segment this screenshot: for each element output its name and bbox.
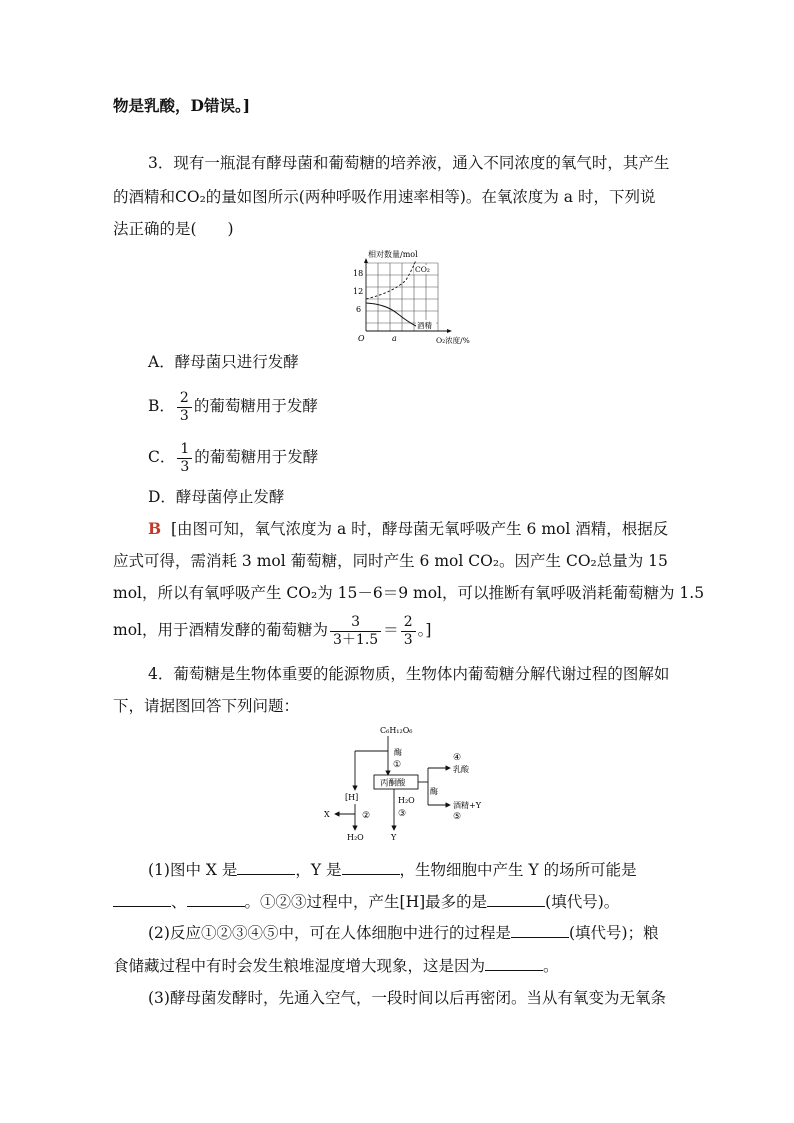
co2-label: CO₂ [415, 265, 430, 274]
intro-text: 物是乳酸，D错误。] [113, 96, 251, 115]
q3-stem-line1: 3．现有一瓶混有酵母菌和葡萄糖的培养液，通入不同浓度的氧气时，其产生 [148, 154, 670, 172]
p1-text-f: (填代号)。 [545, 893, 620, 911]
q4-part3-line1: (3)酵母菌发酵时，先通入空气，一段时间以后再密闭。当从有氧变为无氧条 [148, 989, 666, 1007]
q3-stem-line3: 法正确的是( ) [113, 220, 234, 238]
alcohol-label: 酒精 [417, 321, 432, 330]
glucose-label: C₆H₁₂O₆ [380, 726, 413, 735]
graph-xlabel: O₂浓度/% [436, 336, 470, 345]
step5-label: ⑤ [453, 812, 462, 822]
ytick-12: 12 [353, 287, 364, 296]
q4-stem-line2: 下，请据图回答下列问题： [113, 697, 300, 715]
option-c-fraction [177, 441, 192, 476]
q3-option-b [148, 384, 318, 428]
q4-part1-line1 [148, 860, 637, 880]
graph-ylabel: 相对数量/mol [368, 250, 418, 259]
explanation-fraction1 [330, 614, 381, 649]
x-label: X [324, 810, 330, 819]
frac-den: 3 [403, 631, 413, 648]
answer-blank-y[interactable] [342, 860, 400, 875]
frac-den: 3＋1.5 [333, 631, 379, 648]
p2-text-a: (2)反应①②③④⑤中，可在人体细胞中进行的过程是 [148, 924, 511, 942]
option-b-fraction [177, 390, 192, 425]
q3-option-c [148, 435, 318, 479]
option-b-prefix: B． [148, 397, 175, 415]
y-label: Y [391, 833, 397, 842]
p1-text-e: 。①②③过程中，产生[H]最多的是 [244, 893, 488, 911]
pyruvate-label: 丙酮酸 [380, 778, 406, 789]
frac-num: 2 [177, 390, 192, 408]
q4-metabolism-diagram [318, 722, 518, 850]
explanation-fraction2 [401, 614, 416, 649]
answer-blank-human-process[interactable] [511, 923, 569, 938]
answer-blank-humidity-reason[interactable] [485, 956, 543, 971]
step1-label: ① [393, 760, 402, 770]
q3-explanation-line4 [113, 608, 431, 652]
option-c-text: 的葡萄糖用于发酵 [194, 448, 319, 466]
equals-sign: ＝ [383, 621, 399, 639]
step2-label: ② [362, 811, 371, 821]
answer-blank-site2[interactable] [187, 892, 245, 907]
frac-num: 1 [177, 441, 192, 459]
q3-explanation-line3: mol，所以有氧呼吸产生 CO₂为 15－6＝9 mol，可以推断有氧呼吸消耗葡萄糖为 1.5 [113, 584, 705, 602]
q3-explanation-line1 [148, 519, 668, 539]
q3-graph [350, 248, 480, 346]
q4-part2-line1 [148, 923, 659, 943]
p2-text-d: 。 [543, 957, 559, 975]
answer-blank-most-h[interactable] [487, 892, 545, 907]
q3-option-d: D．酵母菌停止发酵 [148, 488, 285, 506]
q3-option-a: A．酵母菌只进行发酵 [148, 353, 299, 371]
water-out-label: H₂O [347, 833, 364, 842]
explanation-suffix: 。] [417, 621, 432, 639]
co2-curve [366, 260, 416, 299]
graph-xtick-a: a [392, 334, 397, 343]
water-in-label: H₂O [398, 796, 415, 805]
p1-text-b: ，Y 是 [295, 861, 342, 879]
q3-stem-line2: 的酒精和CO₂的量如图所示(两种呼吸作用速率相等)。在氧浓度为 a 时，下列说 [113, 188, 656, 206]
p2-text-b: (填代号)；粮 [568, 924, 659, 942]
q3-explanation-line2: 应式可得，需消耗 3 mol 葡萄糖，同时产生 6 mol CO₂。因产生 CO₂总量为 15 [113, 552, 668, 570]
p2-text-c: 食储藏过程中有时会发生粮堆湿度增大现象，这是因为 [113, 957, 486, 975]
answer-blank-x[interactable] [237, 860, 295, 875]
answer-letter: B [148, 519, 162, 538]
enzyme1-label: 酶 [394, 748, 402, 757]
frac-num: 2 [401, 614, 416, 632]
p1-text-a: (1)图中 X 是 [148, 861, 238, 879]
step4-label: ④ [453, 753, 462, 763]
option-c-prefix: C． [148, 448, 176, 466]
frac-den: 3 [179, 407, 189, 424]
q4-stem-line1: 4．葡萄糖是生物体重要的能源物质，生物体内葡萄糖分解代谢过程的图解如 [148, 665, 670, 683]
graph-origin: O [358, 334, 365, 343]
p1-text-d: 、 [171, 893, 187, 911]
explanation-prefix: mol，用于酒精发酵的葡萄糖为 [113, 621, 328, 639]
ytick-18: 18 [353, 269, 364, 278]
lactic-acid-label: 乳酸 [453, 765, 469, 774]
option-b-text: 的葡萄糖用于发酵 [193, 397, 318, 415]
q4-part1-line2 [113, 892, 619, 912]
alcohol-curve [366, 303, 416, 326]
p1-text-c: ，生物细胞中产生 Y 的场所可能是 [399, 861, 637, 879]
q4-part2-line2 [113, 956, 559, 976]
h-label: [H] [345, 793, 359, 802]
frac-num: 3 [330, 614, 381, 632]
frac-den: 3 [180, 458, 190, 475]
enzyme2-label: 酶 [430, 787, 438, 796]
alcohol-y-label: 酒精+Y [453, 801, 481, 810]
ytick-6: 6 [356, 305, 362, 314]
step3-label: ③ [398, 809, 407, 819]
answer-blank-site1[interactable] [113, 892, 171, 907]
explanation-text1: [由图可知，氧气浓度为 a 时，酵母菌无氧呼吸产生 6 mol 酒精，根据反 [170, 520, 669, 538]
